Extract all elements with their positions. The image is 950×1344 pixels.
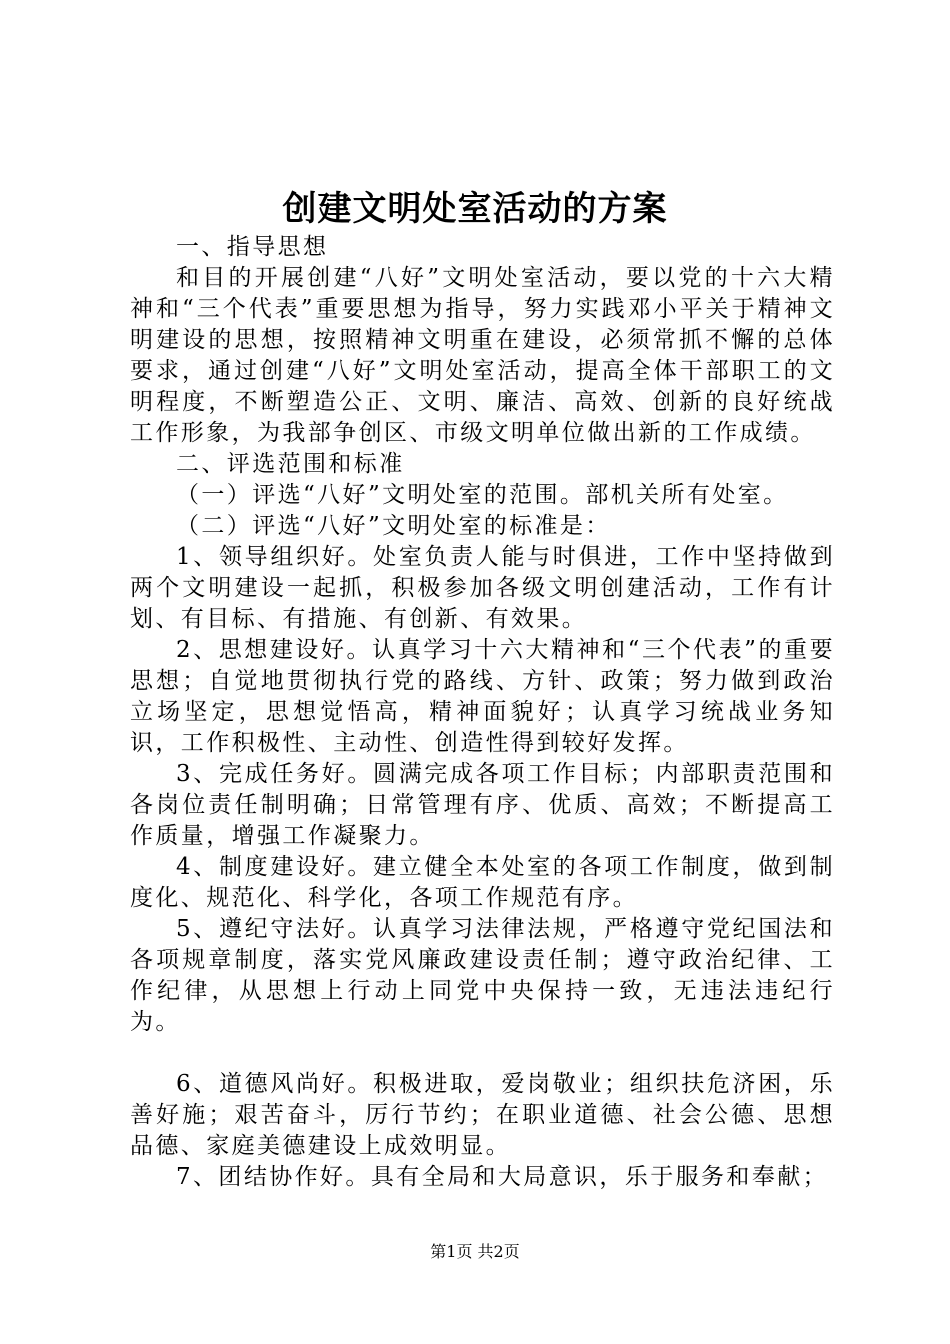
body-paragraph: （二）评选“八好”文明处室的标准是： — [176, 513, 611, 539]
page-number: 第1页 共2页 — [430, 1242, 520, 1261]
section-heading-guiding-thought: 一、指导思想 — [176, 234, 329, 260]
section-heading-scope-standards: 二、评选范围和标准 — [176, 451, 405, 477]
list-item: 2、思想建设好。认真学习十六大精神和“三个代表”的重要思想；自觉地贯彻执行党的路线、方针、政策；努力做到政治立场坚定，思想觉悟高，精神面貌好；认真学习统战业务知识，工作积极性、主动性、创造性得到较好发挥。 — [130, 637, 835, 756]
document-title: 创建文明处室活动的方案 — [282, 189, 668, 229]
list-item: 3、完成任务好。圆满完成各项工作目标；内部职责范围和各岗位责任制明确；日常管理有序、优质、高效；不断提高工作质量，增强工作凝聚力。 — [130, 761, 835, 849]
body-paragraph: 和目的开展创建“八好”文明处室活动，要以党的十六大精神和“三个代表”重要思想为指导，努力实践邓小平关于精神文明建设的思想，按照精神文明重在建设，必须常抓不懈的总体要求，通过创建“八好”文明处室活动，提高全体干部职工的文明程度，不断塑造公正、文明、廉洁、高效、创新的良好统战工作形象，为我部争创区、市级文明单位做出新的工作成绩。 — [130, 265, 835, 446]
document-body — [130, 232, 835, 1193]
body-paragraph: （一）评选“八好”文明处室的范围。部机关所有处室。 — [176, 482, 789, 508]
list-item: 4、制度建设好。建立健全本处室的各项工作制度，做到制度化、规范化、科学化，各项工作规范有序。 — [130, 854, 835, 911]
list-item: 5、遵纪守法好。认真学习法律法规，严格遵守党纪国法和各项规章制度，落实党风廉政建设责任制；遵守政治纪律、工作纪律，从思想上行动上同党中央保持一致，无违法违纪行为。 — [130, 916, 835, 1035]
list-item: 1、领导组织好。处室负责人能与时俱进，工作中坚持做到两个文明建设一起抓，积极参加各级文明创建活动，工作有计划、有目标、有措施、有创新、有效果。 — [130, 544, 835, 632]
list-item: 7、团结协作好。具有全局和大局意识，乐于服务和奉献； — [176, 1164, 829, 1190]
list-item: 6、道德风尚好。积极进取，爱岗敬业；组织扶危济困，乐善好施；艰苦奋斗，厉行节约；在职业道德、社会公德、思想品德、家庭美德建设上成效明显。 — [130, 1071, 835, 1159]
